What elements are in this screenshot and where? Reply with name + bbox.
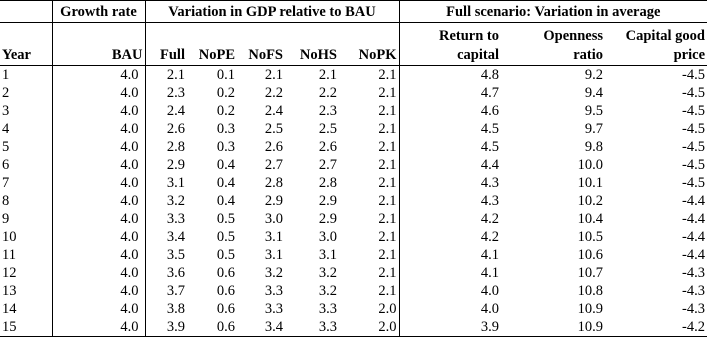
cell-openness-ratio: 10.0 bbox=[577, 157, 604, 173]
cell-openness-ratio: 9.5 bbox=[584, 103, 604, 119]
cell-year: 3 bbox=[0, 102, 52, 120]
cell-full: 3.6 bbox=[166, 265, 185, 281]
header-variation-gdp: Variation in GDP relative to BAU bbox=[145, 1, 399, 23]
cell-year: 6 bbox=[0, 156, 52, 174]
col-capital-line2: price bbox=[673, 47, 706, 63]
col-nope: NoPE bbox=[187, 23, 237, 66]
table-row bbox=[0, 102, 707, 120]
cell-nohs: 2.9 bbox=[318, 211, 337, 227]
cell-openness-ratio: 10.9 bbox=[501, 318, 605, 337]
cell-full: 3.5 bbox=[166, 247, 185, 263]
cell-nofs: 2.2 bbox=[264, 85, 283, 101]
cell-nofs: 2.7 bbox=[264, 157, 283, 173]
cell-nofs: 3.0 bbox=[264, 211, 283, 227]
cell-bau: 4.0 bbox=[52, 264, 145, 282]
cell-nohs: 2.6 bbox=[318, 139, 337, 155]
cell-year: 1 bbox=[0, 66, 52, 85]
cell-return-to-capital: 4.5 bbox=[480, 139, 500, 155]
cell-full: 3.8 bbox=[166, 301, 185, 317]
cell-full: 2.4 bbox=[166, 103, 185, 119]
cell-return-to-capital: 4.7 bbox=[480, 85, 500, 101]
cell-nofs: 3.2 bbox=[264, 265, 283, 281]
cell-bau: 4.0 bbox=[52, 228, 145, 246]
cell-nofs: 3.1 bbox=[264, 229, 283, 245]
cell-nopk: 2.0 bbox=[339, 318, 399, 337]
cell-capital-good-price: -4.3 bbox=[682, 301, 706, 317]
col-return-to-capital bbox=[399, 23, 501, 66]
cell-nofs: 3.3 bbox=[264, 283, 283, 299]
cell-nofs: 2.8 bbox=[264, 175, 283, 191]
cell-nope: 0.1 bbox=[216, 67, 235, 83]
cell-bau: 4.0 bbox=[52, 282, 145, 300]
table-row bbox=[0, 264, 707, 282]
table-body bbox=[0, 66, 707, 337]
cell-bau: 4.0 bbox=[52, 246, 145, 264]
table-row bbox=[0, 300, 707, 318]
header-full-scenario: Full scenario: Variation in average bbox=[399, 1, 707, 23]
cell-nopk: 2.1 bbox=[339, 192, 399, 210]
cell-bau: 4.0 bbox=[52, 84, 145, 102]
cell-return-to-capital: 3.9 bbox=[399, 318, 501, 337]
cell-openness-ratio: 10.9 bbox=[577, 301, 604, 317]
cell-full: 2.9 bbox=[166, 157, 185, 173]
cell-return-to-capital: 4.6 bbox=[480, 103, 500, 119]
cell-capital-good-price: -4.4 bbox=[682, 229, 706, 245]
cell-openness-ratio: 10.4 bbox=[577, 211, 604, 227]
cell-nofs: 3.1 bbox=[264, 247, 283, 263]
cell-nohs: 2.3 bbox=[318, 103, 337, 119]
cell-nope: 0.5 bbox=[216, 211, 235, 227]
table-row bbox=[0, 84, 707, 102]
header-column-row bbox=[0, 23, 707, 66]
cell-year: 11 bbox=[0, 246, 52, 264]
cell-full: 3.7 bbox=[166, 283, 185, 299]
cell-return-to-capital: 4.0 bbox=[480, 283, 500, 299]
cell-return-to-capital: 4.4 bbox=[480, 157, 500, 173]
cell-nohs: 3.3 bbox=[285, 318, 339, 337]
cell-year: 5 bbox=[0, 138, 52, 156]
col-nohs: NoHS bbox=[285, 23, 339, 66]
col-openness-line2: ratio bbox=[573, 47, 604, 63]
cell-bau: 4.0 bbox=[52, 120, 145, 138]
cell-openness-ratio: 9.2 bbox=[584, 67, 604, 83]
cell-full: 3.2 bbox=[166, 193, 185, 209]
cell-capital-good-price: -4.4 bbox=[682, 211, 706, 227]
cell-nohs: 2.5 bbox=[318, 121, 337, 137]
header-group-row bbox=[0, 1, 707, 23]
cell-nopk: 2.1 bbox=[339, 174, 399, 192]
header-year-blank bbox=[0, 1, 52, 23]
cell-nohs: 2.1 bbox=[318, 67, 337, 83]
cell-openness-ratio: 10.2 bbox=[577, 193, 604, 209]
col-year: Year bbox=[0, 23, 52, 66]
col-return-line1: Return to bbox=[439, 28, 500, 44]
cell-nopk: 2.0 bbox=[339, 300, 399, 318]
cell-full: 2.6 bbox=[166, 121, 185, 137]
cell-nohs: 3.0 bbox=[318, 229, 337, 245]
cell-nope: 0.4 bbox=[216, 157, 235, 173]
cell-return-to-capital: 4.0 bbox=[480, 301, 500, 317]
cell-year: 10 bbox=[0, 228, 52, 246]
cell-bau: 4.0 bbox=[52, 174, 145, 192]
cell-year: 14 bbox=[0, 300, 52, 318]
table-row bbox=[0, 210, 707, 228]
cell-nohs: 2.2 bbox=[318, 85, 337, 101]
cell-return-to-capital: 4.2 bbox=[480, 211, 500, 227]
cell-capital-good-price: -4.4 bbox=[682, 193, 706, 209]
cell-nopk: 2.1 bbox=[339, 210, 399, 228]
cell-year: 15 bbox=[0, 318, 52, 337]
header-growth-rate: Growth rate bbox=[52, 1, 145, 23]
cell-return-to-capital: 4.3 bbox=[480, 193, 500, 209]
table-row bbox=[0, 246, 707, 264]
cell-return-to-capital: 4.5 bbox=[480, 121, 500, 137]
cell-nohs: 3.1 bbox=[318, 247, 337, 263]
col-nopk: NoPK bbox=[339, 23, 399, 66]
col-openness-ratio bbox=[501, 23, 605, 66]
cell-nope: 0.6 bbox=[216, 301, 235, 317]
cell-full: 2.1 bbox=[166, 67, 185, 83]
cell-nofs: 2.9 bbox=[264, 193, 283, 209]
cell-nope: 0.6 bbox=[216, 265, 235, 281]
cell-openness-ratio: 10.8 bbox=[577, 283, 604, 299]
cell-bau: 4.0 bbox=[52, 102, 145, 120]
col-capital-good-price bbox=[605, 23, 707, 66]
cell-nope: 0.4 bbox=[216, 193, 235, 209]
cell-year: 9 bbox=[0, 210, 52, 228]
cell-full: 3.9 bbox=[145, 318, 187, 337]
cell-bau: 4.0 bbox=[52, 192, 145, 210]
table-row bbox=[0, 192, 707, 210]
cell-bau: 4.0 bbox=[52, 138, 145, 156]
cell-nopk: 2.1 bbox=[339, 120, 399, 138]
cell-nopk: 2.1 bbox=[339, 138, 399, 156]
col-nofs: NoFS bbox=[237, 23, 285, 66]
table-row bbox=[0, 318, 707, 337]
cell-full: 3.4 bbox=[166, 229, 185, 245]
cell-return-to-capital: 4.8 bbox=[480, 67, 500, 83]
cell-full: 3.3 bbox=[166, 211, 185, 227]
cell-bau: 4.0 bbox=[52, 300, 145, 318]
col-return-line2: capital bbox=[457, 47, 500, 63]
cell-year: 4 bbox=[0, 120, 52, 138]
cell-nofs: 2.5 bbox=[264, 121, 283, 137]
cell-full: 2.8 bbox=[166, 139, 185, 155]
cell-nohs: 2.7 bbox=[318, 157, 337, 173]
cell-capital-good-price: -4.5 bbox=[682, 139, 706, 155]
table-row bbox=[0, 228, 707, 246]
cell-year: 8 bbox=[0, 192, 52, 210]
cell-capital-good-price: -4.5 bbox=[682, 121, 706, 137]
cell-nopk: 2.1 bbox=[339, 246, 399, 264]
table-row bbox=[0, 282, 707, 300]
cell-capital-good-price: -4.5 bbox=[682, 175, 706, 191]
cell-nohs: 2.8 bbox=[318, 175, 337, 191]
table-row bbox=[0, 156, 707, 174]
cell-nope: 0.6 bbox=[216, 283, 235, 299]
table-row bbox=[0, 174, 707, 192]
cell-bau: 4.0 bbox=[52, 66, 145, 85]
cell-year: 12 bbox=[0, 264, 52, 282]
cell-capital-good-price: -4.5 bbox=[682, 157, 706, 173]
cell-openness-ratio: 10.6 bbox=[577, 247, 604, 263]
cell-nopk: 2.1 bbox=[339, 156, 399, 174]
cell-openness-ratio: 9.8 bbox=[584, 139, 604, 155]
cell-nope: 0.5 bbox=[216, 247, 235, 263]
cell-nofs: 3.3 bbox=[264, 301, 283, 317]
cell-nopk: 2.1 bbox=[339, 264, 399, 282]
cell-return-to-capital: 4.2 bbox=[480, 229, 500, 245]
cell-nohs: 2.9 bbox=[318, 193, 337, 209]
col-bau: BAU bbox=[52, 23, 145, 66]
cell-capital-good-price: -4.5 bbox=[682, 103, 706, 119]
cell-nopk: 2.1 bbox=[339, 282, 399, 300]
cell-nope: 0.6 bbox=[187, 318, 237, 337]
cell-nope: 0.3 bbox=[216, 121, 235, 137]
cell-nohs: 3.2 bbox=[318, 283, 337, 299]
cell-nopk: 2.1 bbox=[339, 66, 399, 85]
cell-capital-good-price: -4.4 bbox=[682, 247, 706, 263]
cell-nope: 0.5 bbox=[216, 229, 235, 245]
cell-nofs: 2.6 bbox=[264, 139, 283, 155]
cell-openness-ratio: 10.1 bbox=[577, 175, 604, 191]
cell-bau: 4.0 bbox=[52, 156, 145, 174]
table-header bbox=[0, 1, 707, 66]
cell-capital-good-price: -4.3 bbox=[682, 265, 706, 281]
table-row bbox=[0, 120, 707, 138]
cell-nofs: 2.1 bbox=[264, 67, 283, 83]
cell-nopk: 2.1 bbox=[339, 228, 399, 246]
cell-year: 7 bbox=[0, 174, 52, 192]
table-row bbox=[0, 138, 707, 156]
cell-capital-good-price: -4.2 bbox=[605, 318, 707, 337]
cell-full: 3.1 bbox=[166, 175, 185, 191]
cell-nope: 0.3 bbox=[216, 139, 235, 155]
cell-bau: 4.0 bbox=[52, 318, 145, 337]
cell-openness-ratio: 10.7 bbox=[577, 265, 604, 281]
cell-return-to-capital: 4.1 bbox=[480, 265, 500, 281]
cell-year: 2 bbox=[0, 84, 52, 102]
cell-nohs: 3.3 bbox=[318, 301, 337, 317]
cell-openness-ratio: 9.4 bbox=[584, 85, 604, 101]
cell-nofs: 3.4 bbox=[237, 318, 285, 337]
cell-nopk: 2.1 bbox=[339, 84, 399, 102]
cell-nope: 0.2 bbox=[216, 103, 235, 119]
cell-full: 2.3 bbox=[166, 85, 185, 101]
cell-return-to-capital: 4.1 bbox=[480, 247, 500, 263]
cell-capital-good-price: -4.5 bbox=[682, 85, 706, 101]
cell-return-to-capital: 4.3 bbox=[480, 175, 500, 191]
cell-year: 13 bbox=[0, 282, 52, 300]
col-full: Full bbox=[145, 23, 187, 66]
col-openness-line1: Openness bbox=[543, 28, 604, 44]
cell-openness-ratio: 9.7 bbox=[584, 121, 604, 137]
cell-capital-good-price: -4.5 bbox=[682, 67, 706, 83]
table-row bbox=[0, 66, 707, 85]
col-capital-line1: Capital good bbox=[625, 28, 706, 44]
cell-nohs: 3.2 bbox=[318, 265, 337, 281]
cell-nope: 0.4 bbox=[216, 175, 235, 191]
cell-nofs: 2.4 bbox=[264, 103, 283, 119]
cell-bau: 4.0 bbox=[52, 210, 145, 228]
cell-openness-ratio: 10.5 bbox=[577, 229, 604, 245]
cell-capital-good-price: -4.3 bbox=[682, 283, 706, 299]
cell-nope: 0.2 bbox=[216, 85, 235, 101]
cell-nopk: 2.1 bbox=[339, 102, 399, 120]
